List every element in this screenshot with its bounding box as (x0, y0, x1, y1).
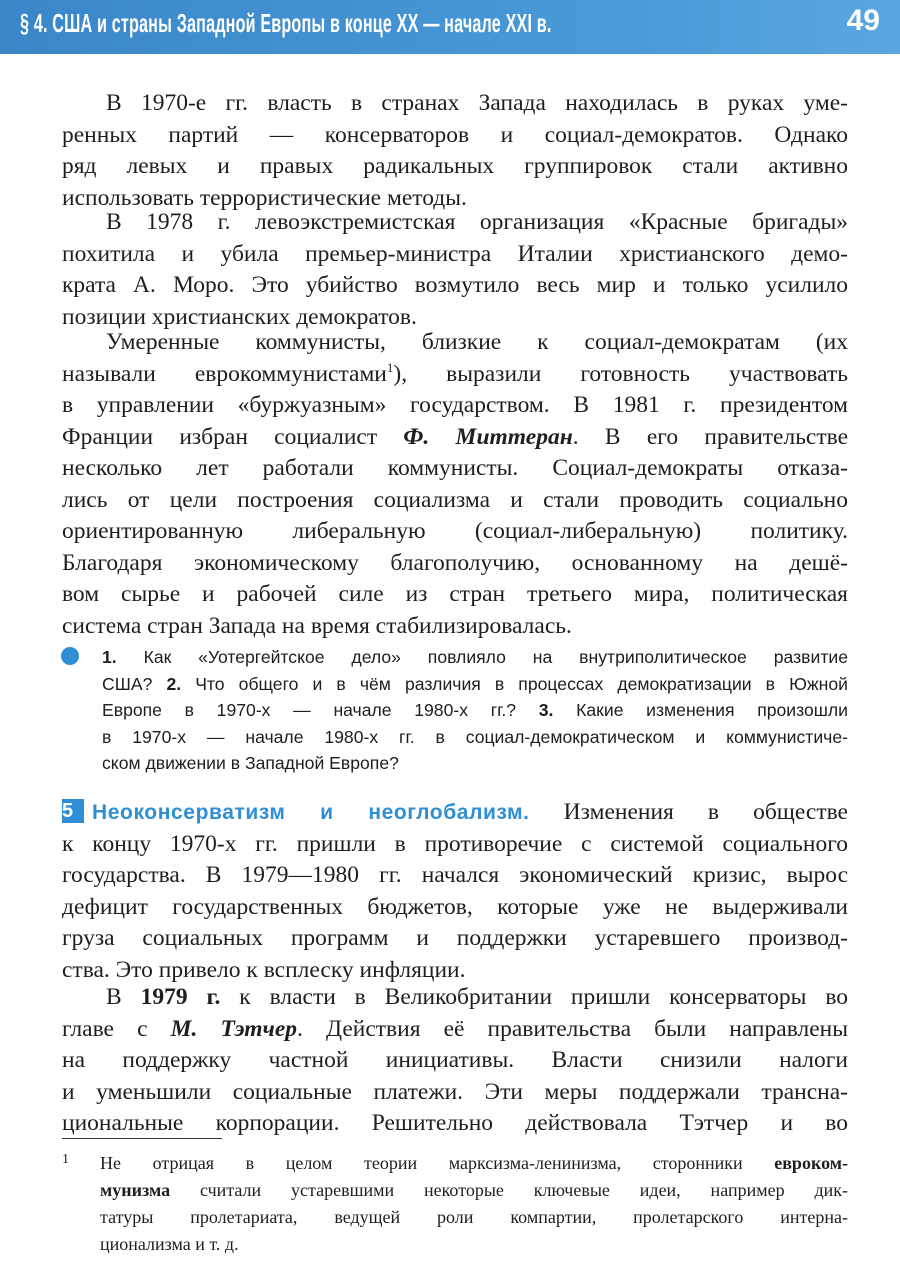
paragraph-2 (62, 207, 848, 333)
footnote (100, 1150, 848, 1258)
paragraph-1 (62, 88, 848, 214)
text-span: Какие изменения произошли (553, 700, 848, 720)
text-line: ском движении в Западной Европе? (102, 753, 399, 773)
text-line: похитила и убила премьер-министра Италии христианского демо- (62, 240, 848, 267)
section-heading-line (62, 797, 848, 829)
text-span: Что общего и в чём различия в процессах демократизации в Южной (181, 673, 848, 694)
section-heading: Неоконсерватизм и неоглобализм. (92, 801, 530, 824)
text-line: Умеренные коммунисты, близкие к социал-демократам (их (106, 329, 848, 355)
person-name: Ф. Миттеран (403, 423, 573, 450)
question-number: 2. (166, 673, 182, 694)
text-line: система стран Запада на время стабилизировалась. (62, 612, 572, 639)
review-questions (102, 644, 848, 777)
text-line: вом сырье и рабочей силе из стран третьего мира, политическая (62, 581, 848, 607)
text-span: ), выразили готовность участвовать (393, 360, 848, 387)
text-span: . В его правительстве (572, 423, 849, 450)
paragraph-3 (62, 327, 848, 642)
text-line: В 1978 г. левоэкстремистская организация «Красные бригады» (106, 209, 848, 235)
text-line: и уменьшили социальные платежи. Эти меры поддержали трансна- (62, 1078, 848, 1105)
text-line (100, 1150, 848, 1177)
questions-bullet-icon (61, 647, 79, 665)
text-line: в управлении «буржуазным» государством. В 1981 г. президентом (62, 392, 848, 418)
text-line (102, 644, 848, 671)
footnote-divider (62, 1138, 222, 1139)
person-name: М. Тэтчер (170, 1015, 298, 1042)
text-span: Как «Уотергейтское дело» повлияло на внутриполитическое развитие (116, 647, 848, 667)
text-line (102, 671, 848, 698)
text-line: татуры пролетариата, ведущей роли компартии, пролетарского интерна- (100, 1207, 848, 1227)
footnote-mark: 1 (62, 1152, 69, 1167)
text-line: Благодаря экономическому благополучию, основанному на дешё- (62, 549, 848, 576)
text-line (102, 697, 848, 724)
text-line: В 1970-е гг. власть в странах Запада находилась в руках уме- (106, 90, 848, 116)
text-line: ренных партий — консерваторов и социал-демократов. Однако (62, 121, 848, 148)
chapter-title: § 4. США и страны Западной Европы в конце XX — начале XXI в. (20, 8, 552, 38)
text-line: циональные корпорации. Решительно действовала Тэтчер и во (62, 1110, 848, 1136)
text-line: груза социальных программ и поддержки устаревшего производ- (62, 925, 848, 951)
text-line: несколько лет работали коммунисты. Социал-демократы отказа- (62, 455, 848, 481)
text-line: крата А. Моро. Это убийство возмутило весь мир и только усилило (62, 272, 848, 298)
text-line (62, 422, 848, 454)
term-bold: мунизма (100, 1180, 171, 1200)
text-span: считали устаревшими некоторые ключевые идеи, например дик- (170, 1180, 848, 1200)
text-span: . Действия её правительства были направлены (297, 1015, 848, 1042)
page-header (0, 0, 900, 54)
text-line: использовать террористические методы. (62, 184, 467, 211)
text-line: ряд левых и правых радикальных группировок стали активно (62, 153, 848, 179)
section-5 (62, 797, 848, 986)
text-span: В (106, 984, 141, 1010)
text-line: лись от цели построения социализма и стали проводить социально (62, 486, 848, 513)
text-line: ционализма и т. д. (100, 1234, 239, 1254)
question-number: 1. (102, 647, 117, 667)
text-span: Европе в 1970-х — начале 1980-х гг.? (102, 700, 539, 720)
text-line (100, 1177, 848, 1204)
question-number: 3. (538, 700, 554, 720)
text-line (62, 1014, 848, 1046)
text-line: позиции христианских демократов. (62, 303, 417, 330)
term-bold: евроком- (774, 1153, 848, 1173)
text-span: главе с (62, 1015, 171, 1042)
date-bold: 1979 г. (140, 984, 221, 1010)
text-span: к власти в Великобритании пришли консерваторы во (220, 984, 849, 1010)
text-line: дефицит государственных бюджетов, которые уже не выдерживали (62, 893, 848, 920)
paragraph-5 (62, 982, 848, 1140)
text-line: в 1970-х — начале 1980-х гг. в социал-демократическом и коммунистиче- (102, 726, 848, 747)
section-number-badge: 5 (62, 799, 84, 823)
text-line: ства. Это привело к всплеску инфляции. (62, 956, 466, 983)
text-line (62, 359, 848, 391)
text-span: Франции избран социалист (62, 423, 404, 450)
text-line: ориентированную либеральную (социал-либеральную) политику. (62, 518, 848, 544)
text-line (62, 982, 848, 1014)
text-span: США? (102, 673, 167, 694)
text-span: Изменения в обществе (529, 799, 848, 825)
text-span: Не отрицая в целом теории марксизма-ленинизма, сторонники (100, 1153, 775, 1173)
footnote-ref: 1 (386, 359, 394, 375)
text-span: называли еврокоммунистами (62, 360, 387, 387)
text-line: на поддержку частной инициативы. Власти снизили налоги (62, 1047, 848, 1073)
page-number: 49 (846, 4, 880, 37)
text-line: государства. В 1979—1980 гг. начался экономический кризис, вырос (62, 862, 848, 888)
text-line: к концу 1970-х гг. пришли в противоречие с системой социального (62, 830, 848, 857)
